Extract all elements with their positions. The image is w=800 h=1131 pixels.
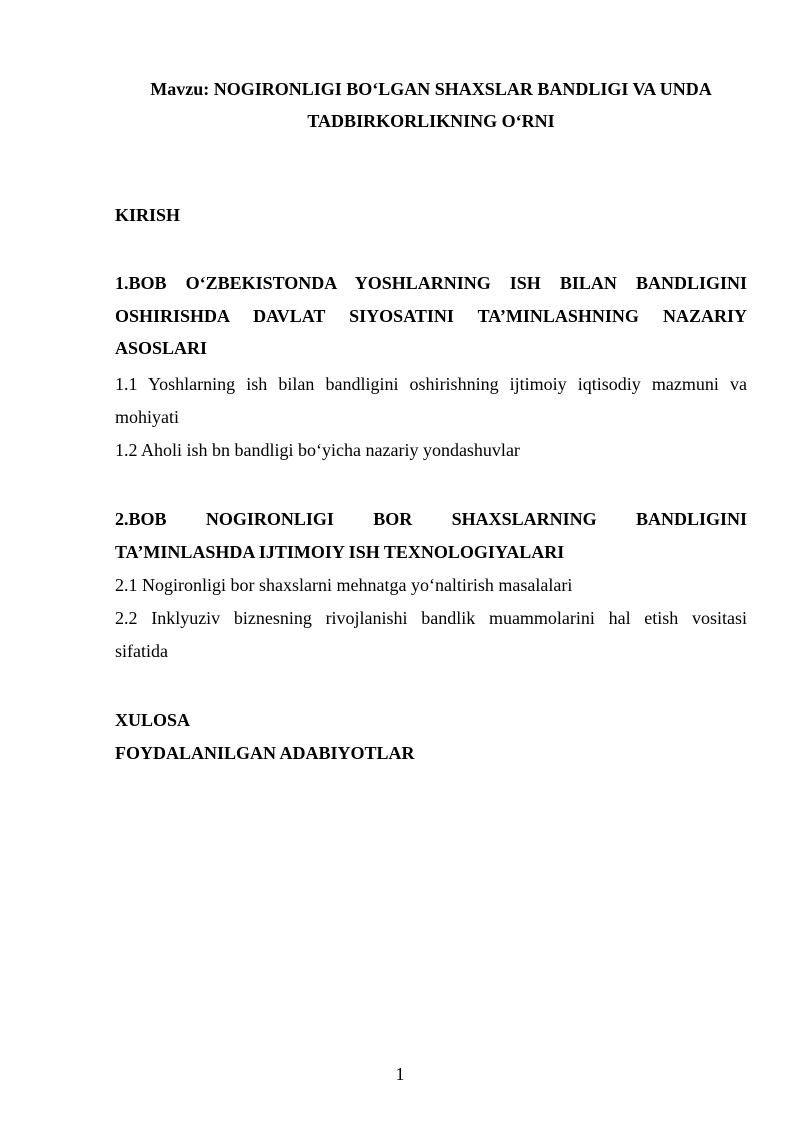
- chapter2-sections: [115, 569, 747, 668]
- section-1-1-line-2: mohiyati: [115, 407, 179, 427]
- document-title: [115, 73, 747, 137]
- section-2-1: 2.1 Nogironligi bor shaxslarni mehnatga yo‘naltirish masalalari: [115, 575, 573, 595]
- section-2-2-line-2: sifatida: [115, 641, 168, 661]
- chapter1-heading: [115, 267, 747, 365]
- page-number: 1: [395, 1064, 405, 1084]
- title-line-2: TADBIRKORLIKNING O‘RNI: [307, 111, 555, 131]
- chapter2-heading: [115, 503, 747, 568]
- chapter1-sections: [115, 368, 747, 467]
- section-2-2-line-1: 2.2 Inklyuziv biznesning rivojlanishi bandlik muammolarini hal etish vositasi: [115, 608, 747, 628]
- title-line-1: Mavzu: NOGIRONLIGI BO‘LGAN SHAXSLAR BANDLIGI VA UNDA: [150, 79, 712, 99]
- chapter2-heading-line-2: TA’MINLASHDA IJTIMOIY ISH TEXNOLOGIYALARI: [115, 541, 565, 562]
- conclusion-heading: XULOSA: [115, 710, 191, 730]
- references-heading: FOYDALANILGAN ADABIYOTLAR: [115, 743, 415, 763]
- intro-heading: KIRISH: [115, 205, 181, 225]
- chapter1-heading-line-2: OSHIRISHDA DAVLAT SIYOSATINI TA’MINLASHNING NAZARIY: [115, 305, 747, 326]
- chapter1-heading-line-1: 1.BOB O‘ZBEKISTONDA YOSHLARNING ISH BILAN BANDLIGINI: [115, 273, 747, 293]
- section-1-1-line-1: 1.1 Yoshlarning ish bilan bandligini oshirishning ijtimoiy iqtisodiy mazmuni va: [115, 374, 747, 394]
- chapter2-heading-line-1: 2.BOB NOGIRONLIGI BOR SHAXSLARNING BANDLIGINI: [115, 509, 747, 529]
- section-1-2: 1.2 Aholi ish bn bandligi bo‘yicha nazariy yondashuvlar: [115, 440, 520, 460]
- chapter1-heading-line-3: ASOSLARI: [115, 338, 208, 358]
